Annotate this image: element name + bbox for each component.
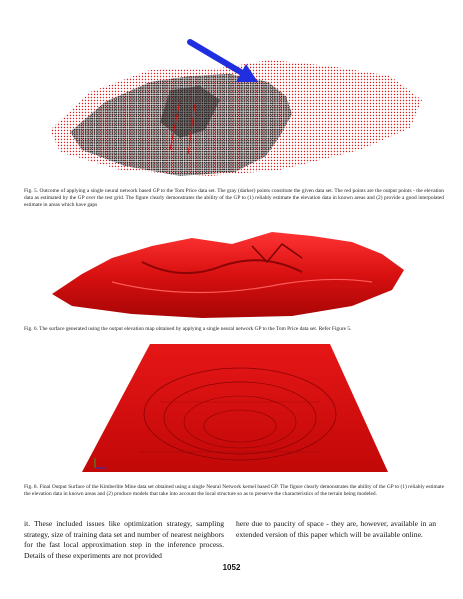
body-left-column: it. These included issues like optimization strategy, sampling strategy, size of training data set and number of nearest neighbors for the fast local approximation step in the inference process. Details of these experiments are not provided <box>24 519 224 560</box>
figure-6-surface <box>52 222 412 320</box>
body-right-column: here due to paucity of space - they are, however, available in an extended version of this paper which will be available online. <box>236 519 436 539</box>
figure-5-caption: Fig. 5. Outcome of applying a single neural network based GP to the Tom Price data set. The gray (darker) points constitute the given data set. The red points are the output points - the elevation data as estimated by the GP over the test grid. The figure clearly demonstrates the ability of the GP to (1) reliably estimate the elevation data in known areas and (2) provide a good interpolated estimate in areas which have gaps <box>24 188 444 208</box>
axis-indicator-icon <box>92 456 108 470</box>
figure-8-surface <box>80 342 390 474</box>
figure-8-caption: Fig. 8. Final Output Surface of the Kimberlite Mine data set obtained using a single Neural Network kernel based GP. The figure clearly demonstrates the ability of the GP to (1) reliably estimate the elevation data in known areas and (2) produce models that take into account the local structure so as to preserve the characteristics of the terrain being modeled. <box>24 484 444 497</box>
figure-5-point-cloud <box>30 30 430 182</box>
page-number: 1052 <box>222 563 241 572</box>
figure-6-caption: Fig. 6. The surface generated using the output elevation map obtained by applying a single neural network GP to the Tom Price data set. Refer Figure 5. <box>24 326 352 332</box>
